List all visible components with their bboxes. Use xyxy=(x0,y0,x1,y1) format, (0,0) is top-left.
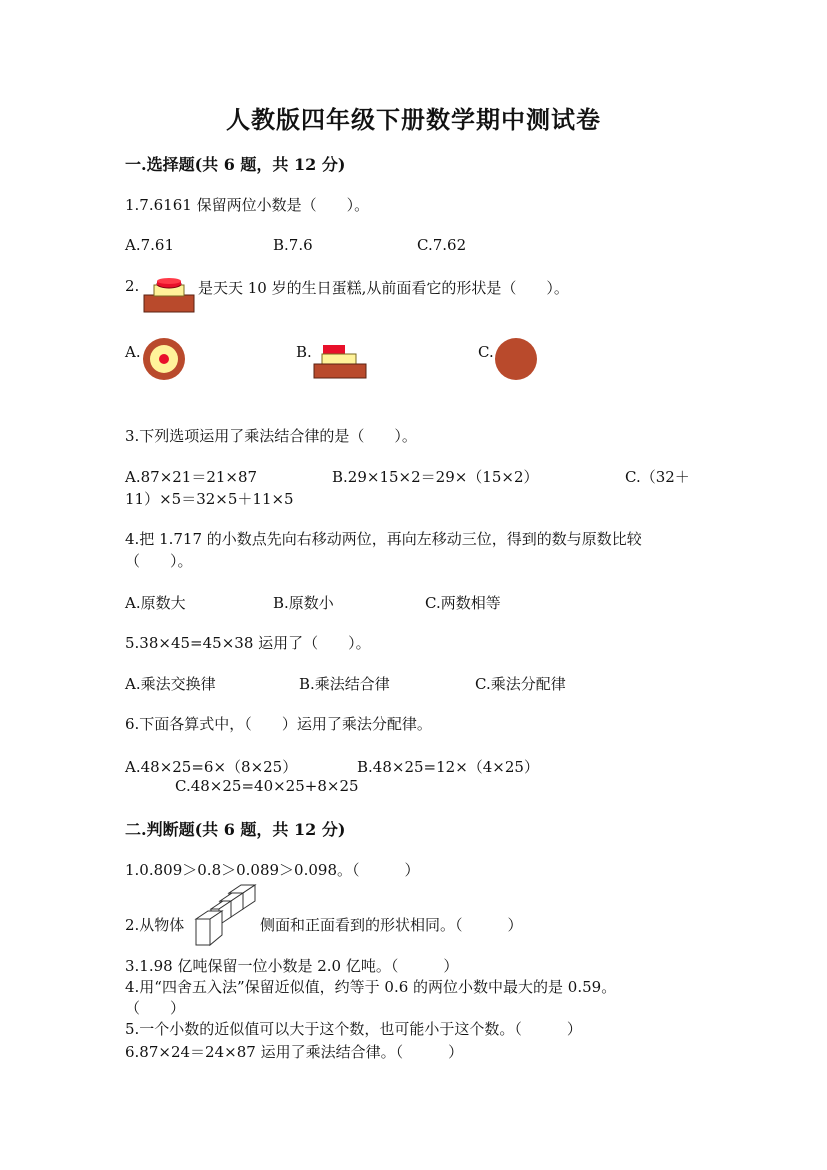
q1-text: 1.7.6161 保留两位小数是（ ）。 xyxy=(125,196,370,214)
q6-option-c: C.48×25=40×25+8×25 xyxy=(175,777,359,795)
j5-text: 5.一个小数的近似值可以大于这个数，也可能小于这个数。（ ） xyxy=(125,1020,582,1038)
q3-option-b: B.29×15×2＝29×（15×2） xyxy=(332,468,539,486)
j4-text-continued: （ ） xyxy=(125,999,186,1017)
j1-text: 1.0.809＞0.8＞0.089＞0.098。（ ） xyxy=(125,861,420,879)
j2-text-end: 侧面和正面看到的形状相同。（ ） xyxy=(260,916,523,934)
j3-text: 3.1.98 亿吨保留一位小数是 2.0 亿吨。（ ） xyxy=(125,957,459,975)
q3-text: 3.下列选项运用了乘法结合律的是（ ）。 xyxy=(125,427,417,445)
filled-circle-option xyxy=(494,337,540,383)
q2-option-b: B. xyxy=(296,343,312,361)
q5-option-c: C.乘法分配律 xyxy=(475,675,566,693)
q5-option-a: A.乘法交换律 xyxy=(125,675,216,693)
concentric-circles-option xyxy=(142,337,188,381)
cube-stack-image xyxy=(193,885,259,949)
q4-text-continued: （ ）。 xyxy=(125,552,193,570)
j4-text: 4.用“四舍五入法”保留近似值，约等于 0.6 的两位小数中最大的是 0.59。 xyxy=(125,978,617,996)
q3-option-c: C.（32＋ xyxy=(625,468,690,486)
page-title: 人教版四年级下册数学期中测试卷 xyxy=(226,105,601,134)
section-heading-judgement: 二.判断题(共 6 题，共 12 分) xyxy=(125,820,346,839)
q6-text: 6.下面各算式中，（ ）运用了乘法分配律。 xyxy=(125,715,432,733)
q4-text: 4.把 1.717 的小数点先向右移动两位，再向左移动三位，得到的数与原数比较 xyxy=(125,530,642,548)
q5-text: 5.38×45=45×38 运用了（ ）。 xyxy=(125,634,371,652)
q3-option-a: A.87×21＝21×87 xyxy=(125,468,258,486)
q2-text: 是天天 10 岁的生日蛋糕,从前面看它的形状是（ ）。 xyxy=(198,279,569,297)
q5-option-b: B.乘法结合律 xyxy=(299,675,390,693)
q1-option-a: A.7.61 xyxy=(125,236,174,254)
q2-option-c: C. xyxy=(478,343,494,361)
q4-option-a: A.原数大 xyxy=(125,594,186,612)
q4-option-c: C.两数相等 xyxy=(425,594,501,612)
j2-text-start: 2.从物体 xyxy=(125,916,185,934)
cake-image xyxy=(142,275,198,315)
j6-text: 6.87×24＝24×87 运用了乘法结合律。（ ） xyxy=(125,1043,464,1061)
q1-option-b: B.7.6 xyxy=(273,236,313,254)
q3-option-c-continued: 11）×5＝32×5＋11×5 xyxy=(125,490,294,508)
stacked-rectangles-option xyxy=(313,343,369,381)
q6-option-b: B.48×25=12×（4×25） xyxy=(357,758,539,776)
q1-option-c: C.7.62 xyxy=(417,236,467,254)
section-heading-choice: 一.选择题(共 6 题，共 12 分) xyxy=(125,155,346,174)
q2-option-a: A. xyxy=(125,343,141,361)
q4-option-b: B.原数小 xyxy=(273,594,334,612)
q2-number: 2. xyxy=(125,277,140,295)
q6-option-a: A.48×25=6×（8×25） xyxy=(125,758,298,776)
